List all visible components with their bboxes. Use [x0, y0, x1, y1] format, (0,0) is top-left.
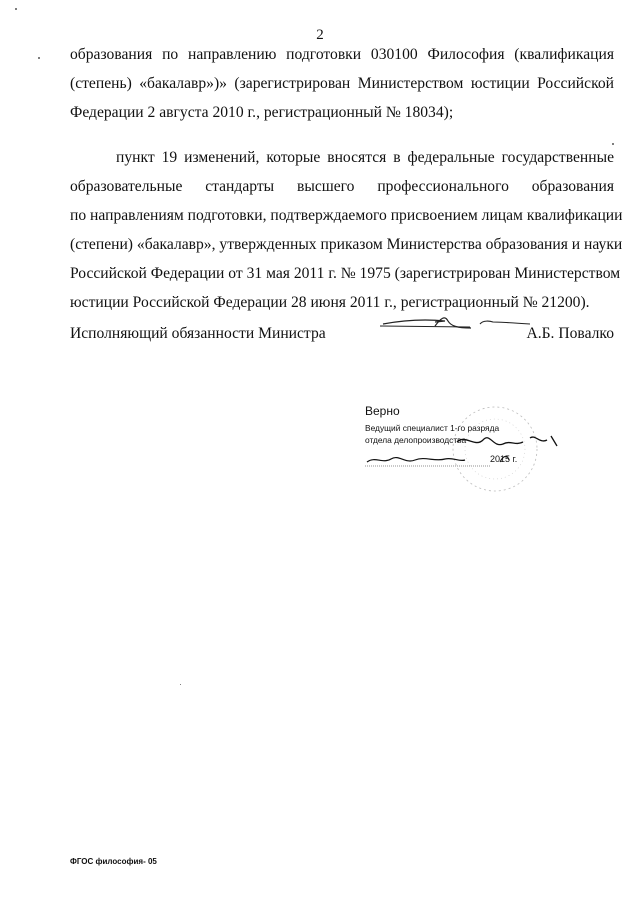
paragraph-2-line: (степени) «бакалавр», утвержденных приказом Министерства образования и науки [70, 236, 623, 253]
stamp-year: 2015 г. [490, 454, 518, 464]
scan-speck [38, 57, 40, 59]
signatory-title: Исполняющий обязанности Министра [70, 325, 326, 342]
paragraph-2-line: пункт 19 изменений, которые вносятся в федеральные государственные [116, 149, 614, 166]
certification-stamp [365, 404, 575, 494]
paragraph-1-line: образования по направлению подготовки 030100 Философия (квалификация [70, 46, 614, 63]
paragraph-1-line: Федерации 2 августа 2010 г., регистрационный № 18034); [70, 104, 454, 121]
paragraph-2-line: Российской Федерации от 31 мая 2011 г. № 1975 (зарегистрирован Министерством [70, 265, 621, 282]
paragraph-2-line: юстиции Российской Федерации 28 июня 2011 г., регистрационный № 21200). [70, 294, 590, 311]
page-number: 2 [316, 27, 324, 43]
scan-speck [15, 8, 17, 10]
stamp-department: отдела делопроизводства [365, 435, 467, 445]
paragraph-2-line: по направлениям подготовки, подтверждаемого присвоением лицам квалификации [70, 207, 623, 224]
stamp-verno: Верно [365, 404, 400, 418]
paragraph-1 [70, 40, 614, 127]
scan-speck [612, 143, 614, 145]
footer-code: ФГОС философия- 05 [70, 857, 157, 866]
stamp-position: Ведущий специалист 1-го разряда [365, 423, 500, 433]
paragraph-2-line: образовательные стандарты высшего профессионального образования [70, 178, 614, 195]
handwritten-signature [375, 312, 535, 342]
scan-speck [180, 684, 181, 685]
paragraph-2 [70, 143, 623, 317]
paragraph-1-line: (степень) «бакалавр»)» (зарегистрирован Министерством юстиции Российской [70, 75, 614, 92]
signatory-name: А.Б. Повалко [526, 325, 614, 342]
